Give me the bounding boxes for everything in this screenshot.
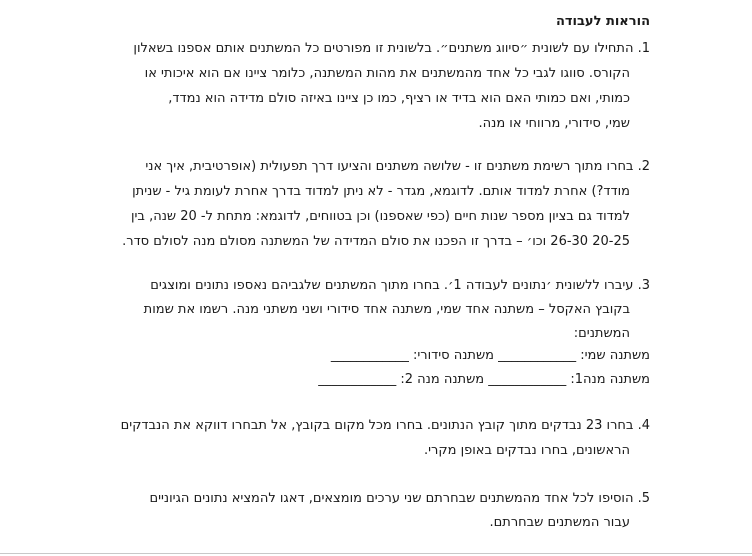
item-3-line-2: בקובץ האקסל – משתנה אחד שמי, משתנה אחד סידורי ושני משתני מנה. רשמו את שמות	[143, 302, 630, 317]
item-4-line-2: הראשונים, בחרו נבדקים באופן מקרי.	[424, 443, 630, 458]
item-3-field-row-2: משתנה מנה1: ____________ משתנה מנה 2: ____________	[318, 372, 650, 387]
item-2-line-1: 2. בחרו מתוך רשימת משתנים זו - שלושה משתנים והציעו דרך תפעולית (אופרטיבית, איך אני	[145, 159, 650, 174]
page-bottom-divider	[0, 553, 752, 554]
item-3-line-1: 3. עיברו ללשונית ׳נתונים לעבודה 1׳. בחרו מתוך המשתנים שלגביהם נאספו נתונים ומוצגים	[150, 278, 650, 293]
item-1-line-3: כמותי, ואם כמותי האם הוא בדיד או רציף, כמו כן ציינו באיזה סולם מדידה הוא נמדד,	[168, 91, 630, 106]
item-2-line-4: 20-25 26-30 וכו׳ – בדרך זו הפכנו את סולם המדידה של המשתנה מסולם מנה לסולם סדר.	[122, 234, 630, 249]
item-3-field-row-1: משתנה שמי: ____________ משתנה סידורי: ____________	[330, 348, 650, 363]
item-5-line-2: עבור המשתנים שבחרתם.	[489, 515, 630, 530]
item-2-line-3: למדוד גם בציון מספר שנות חיים (כפי שאספנו) וכן בטווחים, לדוגמא: מתחת ל- 20 שנה, בין	[130, 209, 630, 224]
item-5-line-1: 5. הוסיפו לכל אחד מהמשתנים שבחרתם שני ערכים מומצאים, דאגו להמציא נתונים הגיוניים	[149, 491, 650, 506]
item-1-line-4: שמי, סידורי, מרווחי או מנה.	[478, 116, 630, 131]
item-4-line-1: 4. בחרו 23 נבדקים מתוך קובץ הנתונים. בחרו מכל מקום בקובץ, אל תבחרו דווקא את הנבדקים	[120, 418, 650, 433]
item-1-line-2: הקורס. סווגו לגבי כל אחד מהמשתנים את מהות המשתנה, כלומר ציינו אם הוא איכותי או	[144, 66, 630, 81]
item-1-line-1: 1. התחילו עם לשונית ״סיווג משתנים״. בלשונית זו מפורטים כל המשתנים אותם אספנו בשאלון	[133, 41, 650, 56]
item-2-line-2: מודד?) אחרת למדוד אותם. לדוגמא, מגדר - לא ניתן למדוד בדרך אחרת לעומת גיל - שניתן	[132, 184, 630, 199]
document-heading: הוראות לעבודה	[555, 14, 650, 29]
item-3-line-3: המשתנים:	[573, 326, 630, 341]
